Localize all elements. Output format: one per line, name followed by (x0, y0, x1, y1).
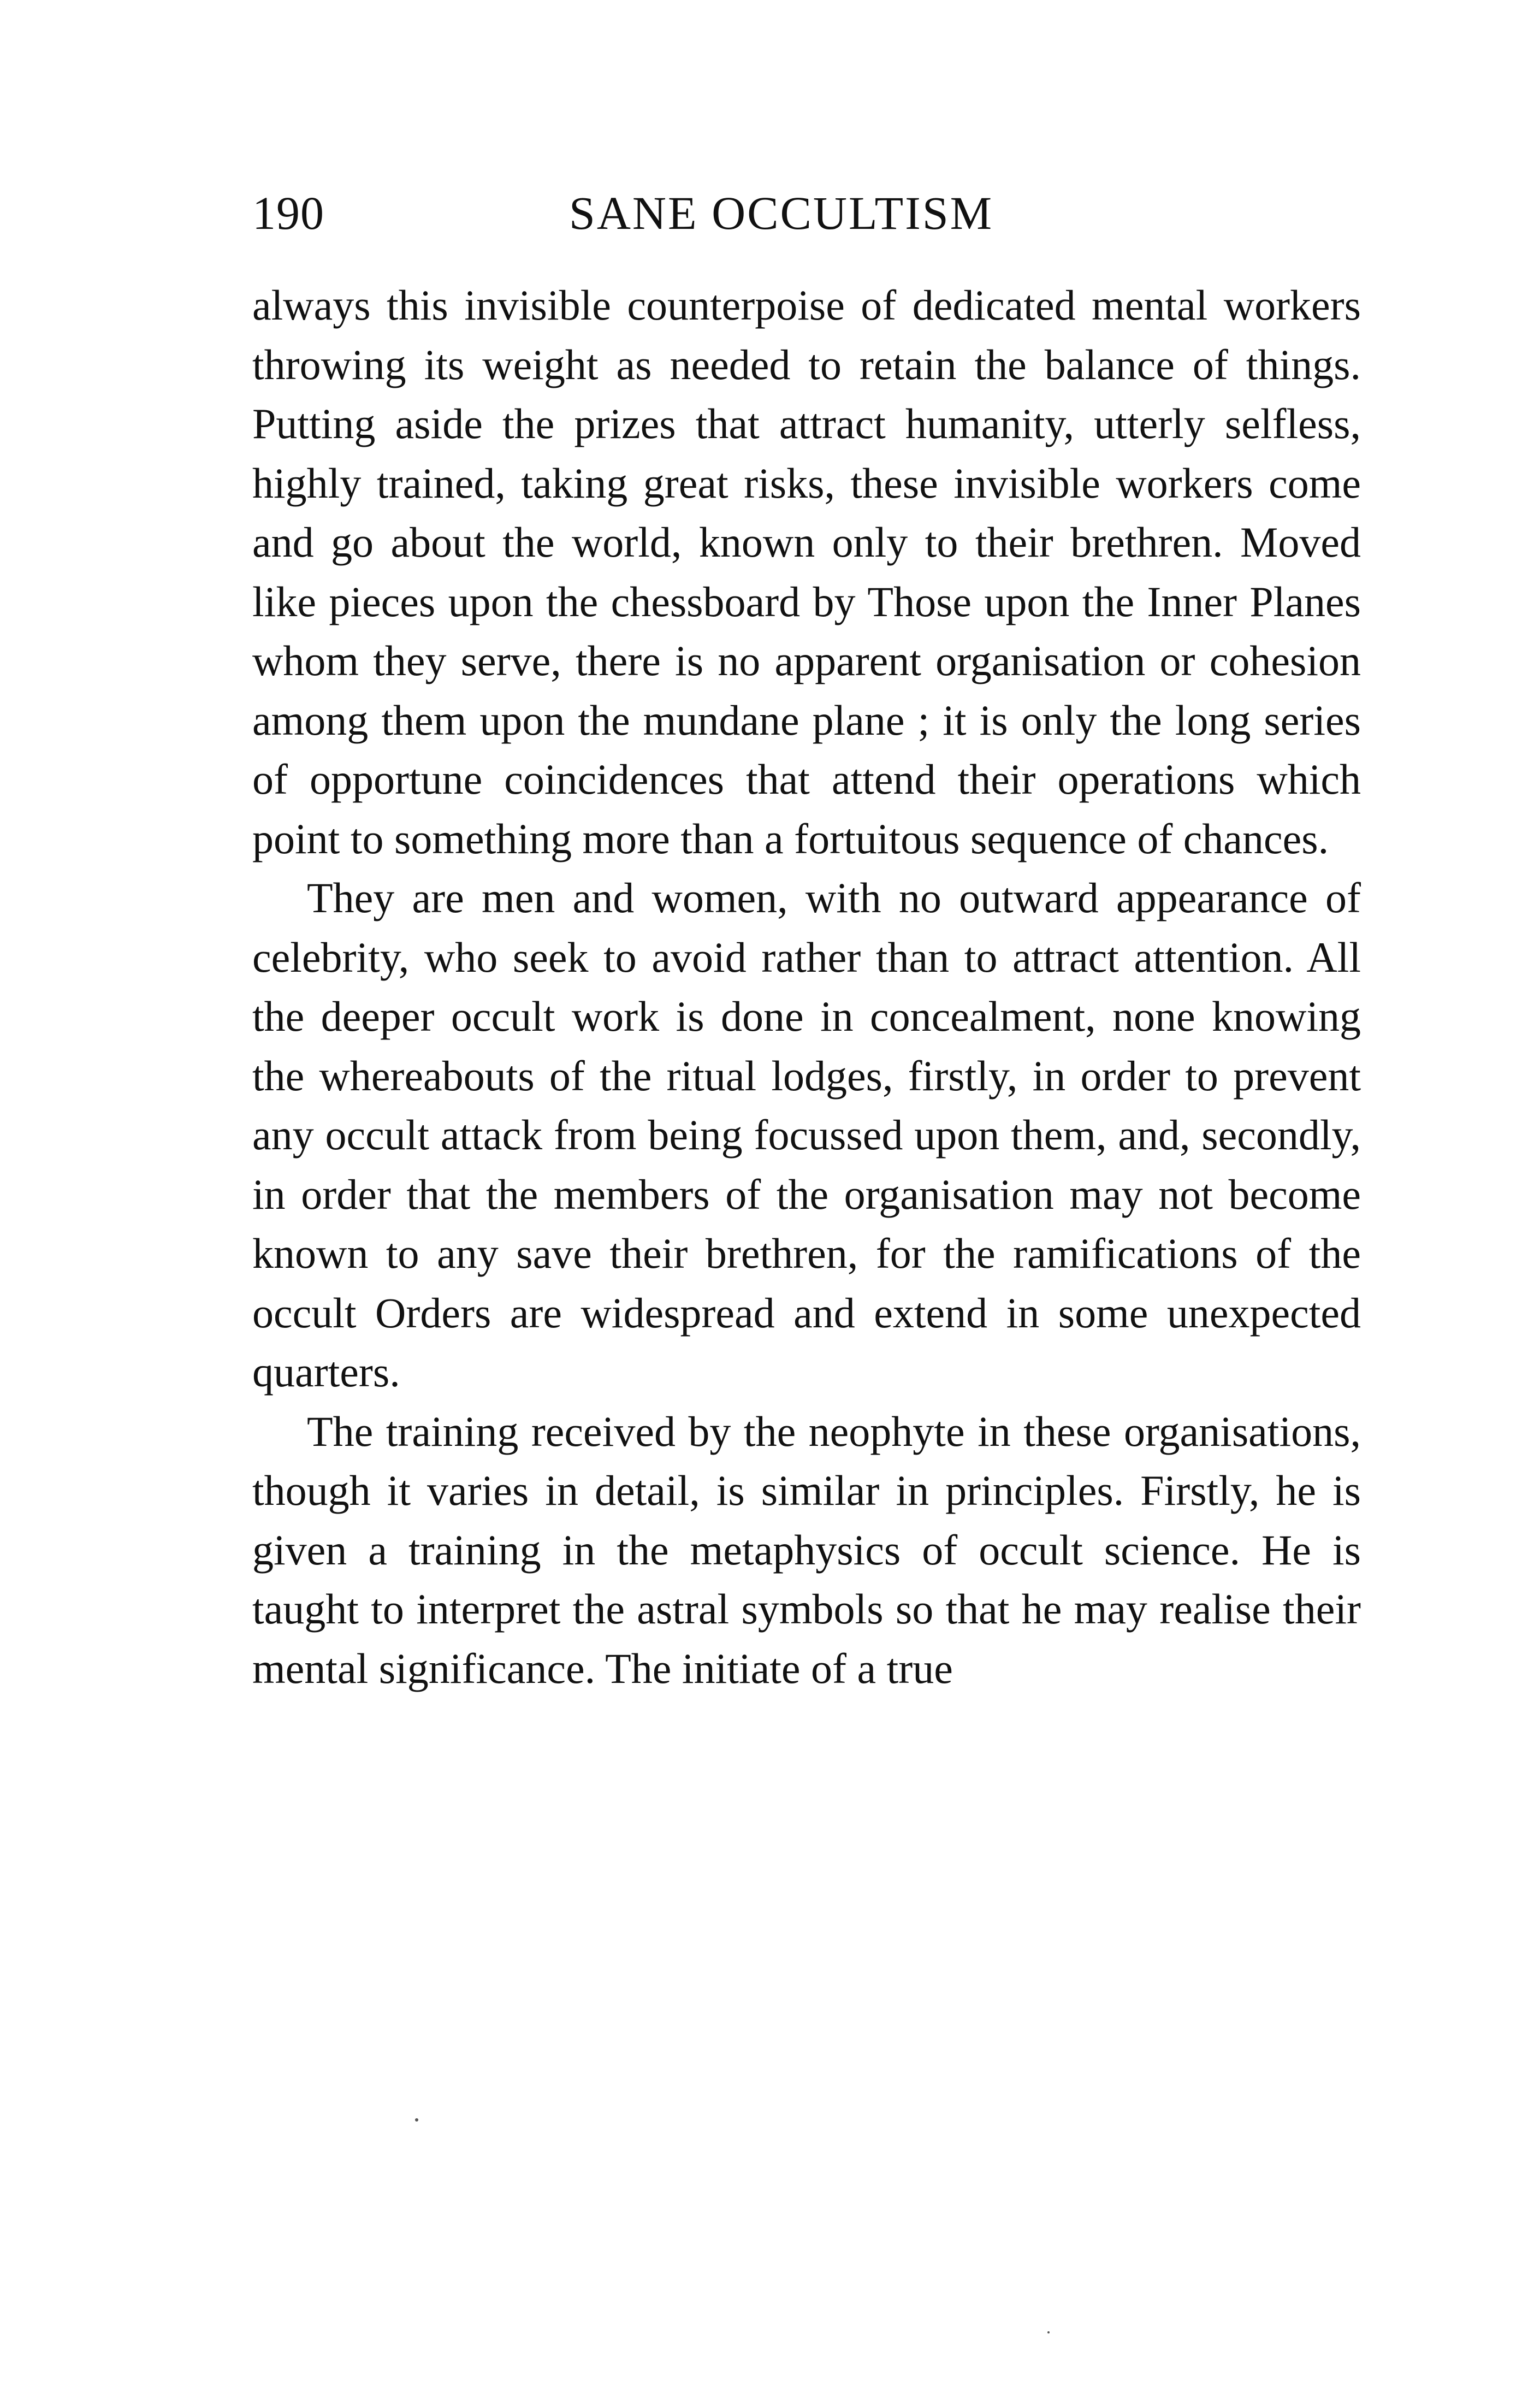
running-head (252, 180, 1361, 246)
body-text (252, 276, 1361, 1698)
print-speck (415, 2118, 418, 2122)
page-number: 190 (252, 187, 324, 239)
paragraph-training: The training received by the neophyte in these organisations, though it varies in detail, is similar in principles. Firstly, he is given a training in the metaphysics of occult science. He is taught to interpret the astral symbols so that he may realise their mental significance. The initiate of a true (252, 1407, 1361, 1692)
running-title: SANE OCCULTISM (569, 187, 994, 239)
print-speck (1047, 2331, 1050, 2333)
paragraph-men-and-women: They are men and women, with no outward appearance of celebrity, who seek to avoid rather than to attract attention. All the deeper occult work is done in concealment, none knowing the whereabouts of the ritual lodges, firstly, in order to prevent any occult attack from being focussed upon them, and, secondly, in order that the members of the organisation may not become known to any save their brethren, for the ramifications of the occult Orders are widespread and extend in some unexpected quarters. (252, 874, 1361, 1396)
paragraph-continued: always this invisible counterpoise of dedicated mental workers throwing its weight as needed to retain the balance of things. Putting aside the prizes that attract humanity, utterly selfless, highly trained, taking great risks, these invisible workers come and go about the world, known only to their brethren. Moved like pieces upon the chessboard by Those upon the Inner Planes whom they serve, there is no apparent organisation or cohesion among them upon the mundane plane ; it is only the long series of opportune coincidences that attend their operations which point to something more than a fortuitous sequence of chances. (252, 281, 1361, 862)
